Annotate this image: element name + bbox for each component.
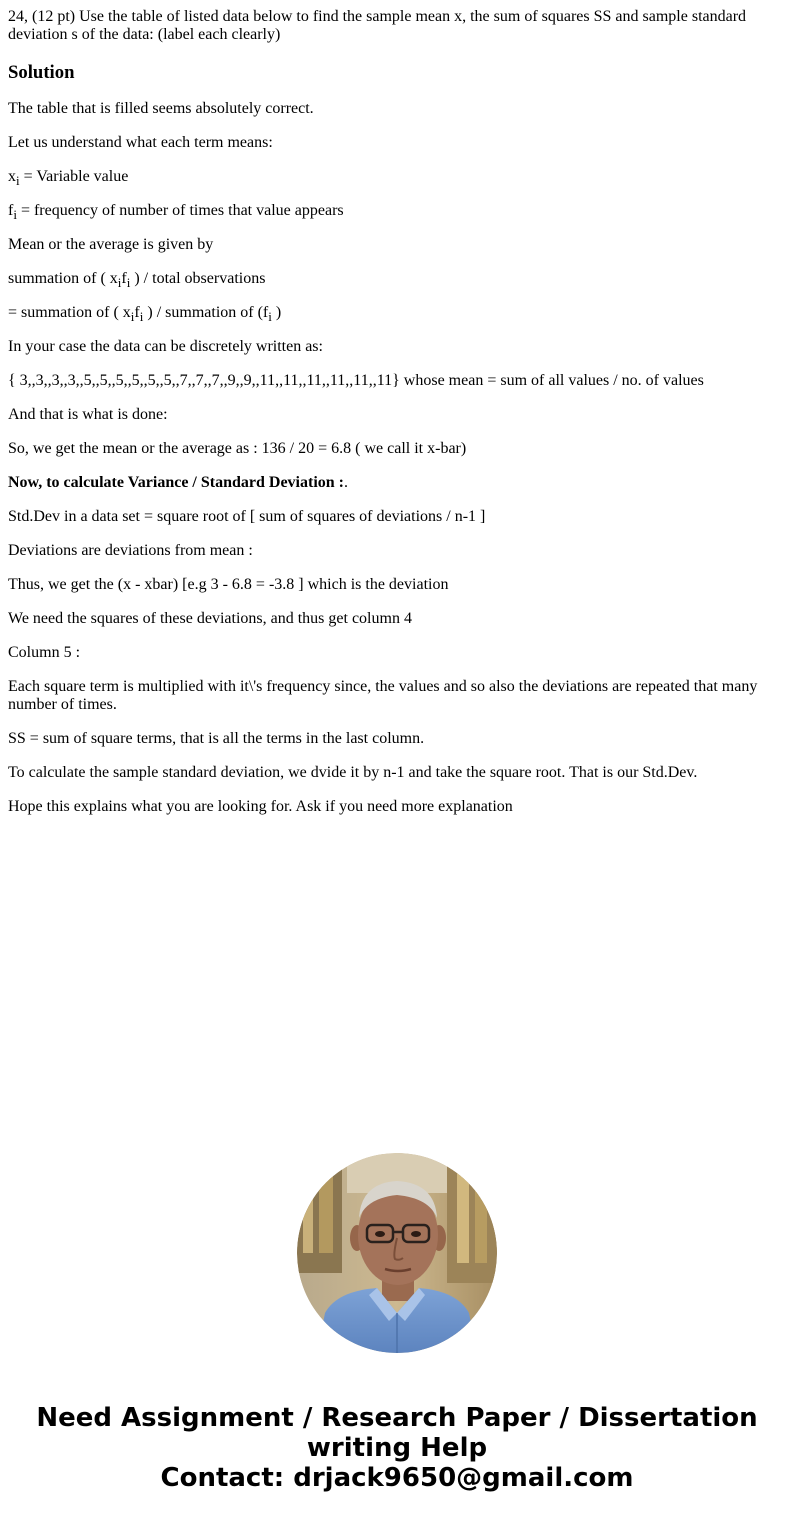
paragraph-squares: We need the squares of these deviations, and thus get column 4: [8, 610, 412, 627]
definition-fi-text: = frequency of number of times that value appears: [16, 202, 344, 219]
subscript-i: i: [139, 309, 144, 325]
symbol-x: x: [8, 168, 16, 185]
paragraph-frequency-multiply: Each square term is multiplied with it\'s frequency since, the values and so also the deviations are repeated that many number of times.: [8, 678, 758, 713]
definition-xi: [8, 168, 778, 189]
subscript-i: i: [130, 309, 135, 325]
variance-heading-bold: Now, to calculate Variance / Standard Deviation :: [8, 474, 344, 491]
formula-part: = summation of ( x: [8, 304, 131, 321]
paragraph-deviation-example: Thus, we get the (x - xbar) [e.g 3 - 6.8 = -3.8 ] which is the deviation: [8, 576, 449, 593]
formula-part: ): [271, 304, 282, 321]
formula-summation-total: [8, 270, 778, 291]
paragraph-table-correct: The table that is filled seems absolutely correct.: [8, 100, 314, 117]
paragraph-mean-result: So, we get the mean or the average as : 136 / 20 = 6.8 ( we call it x-bar): [8, 440, 467, 457]
definition-xi-text: = Variable value: [19, 168, 129, 185]
paragraph-deviations: Deviations are deviations from mean :: [8, 542, 253, 559]
promo-line-2: writing Help: [306, 1433, 488, 1463]
paragraph-discrete: In your case the data can be discretely written as:: [8, 338, 323, 355]
subscript-i: i: [13, 207, 17, 223]
paragraph-data-set: { 3,,3,,3,,3,,5,,5,,5,,5,,5,,5,,7,,7,,7,,9,,9,,11,,11,,11,,11,,11,,11} whose mean = sum of all values / no. of values: [8, 372, 704, 389]
paragraph-variance-heading: [8, 474, 778, 492]
subscript-i: i: [117, 275, 122, 291]
paragraph-ss: SS = sum of square terms, that is all the terms in the last column.: [8, 730, 425, 747]
formula-part: f: [121, 270, 127, 287]
article-body: [8, 8, 778, 832]
promo-line-1: Need Assignment / Research Paper / Dissertation: [36, 1403, 758, 1433]
paragraph-mean-given-by: Mean or the average is given by: [8, 236, 214, 253]
subscript-i: i: [268, 309, 272, 325]
paragraph-sample-stddev: To calculate the sample standard deviation, we dvide it by n-1 and take the square root. That is our Std.Dev.: [8, 764, 698, 781]
formula-part: ) / total observations: [130, 270, 266, 287]
subscript-i: i: [126, 275, 131, 291]
promo-contact: Contact: drjack9650@gmail.com: [160, 1463, 634, 1493]
paragraph-understand-terms: Let us understand what each term means:: [8, 134, 273, 151]
formula-summation-frequency: [8, 304, 778, 325]
formula-part: summation of ( x: [8, 270, 118, 287]
symbol-f: f: [8, 202, 14, 219]
definition-fi: [8, 202, 778, 223]
subscript-i: i: [16, 173, 20, 189]
formula-part: f: [134, 304, 140, 321]
solution-heading: Solution: [8, 62, 75, 83]
paragraph-stddev-definition: Std.Dev in a data set = square root of [ sum of squares of deviations / n-1 ]: [8, 508, 486, 525]
paragraph-closing: Hope this explains what you are looking for. Ask if you need more explanation: [8, 798, 513, 815]
paragraph-column-5: Column 5 :: [8, 644, 81, 661]
promo-banner: [0, 1403, 794, 1493]
person-portrait-photo: [297, 1153, 497, 1353]
question-text: 24, (12 pt) Use the table of listed data below to find the sample mean x, the sum of squares SS and sample standard deviation s of the data: (label each clearly): [8, 8, 747, 43]
formula-part: ) / summation of (f: [143, 304, 269, 321]
paragraph-what-is-done: And that is what is done:: [8, 406, 168, 423]
portrait-illustration: [297, 1153, 497, 1353]
variance-heading-tail: .: [344, 474, 348, 491]
